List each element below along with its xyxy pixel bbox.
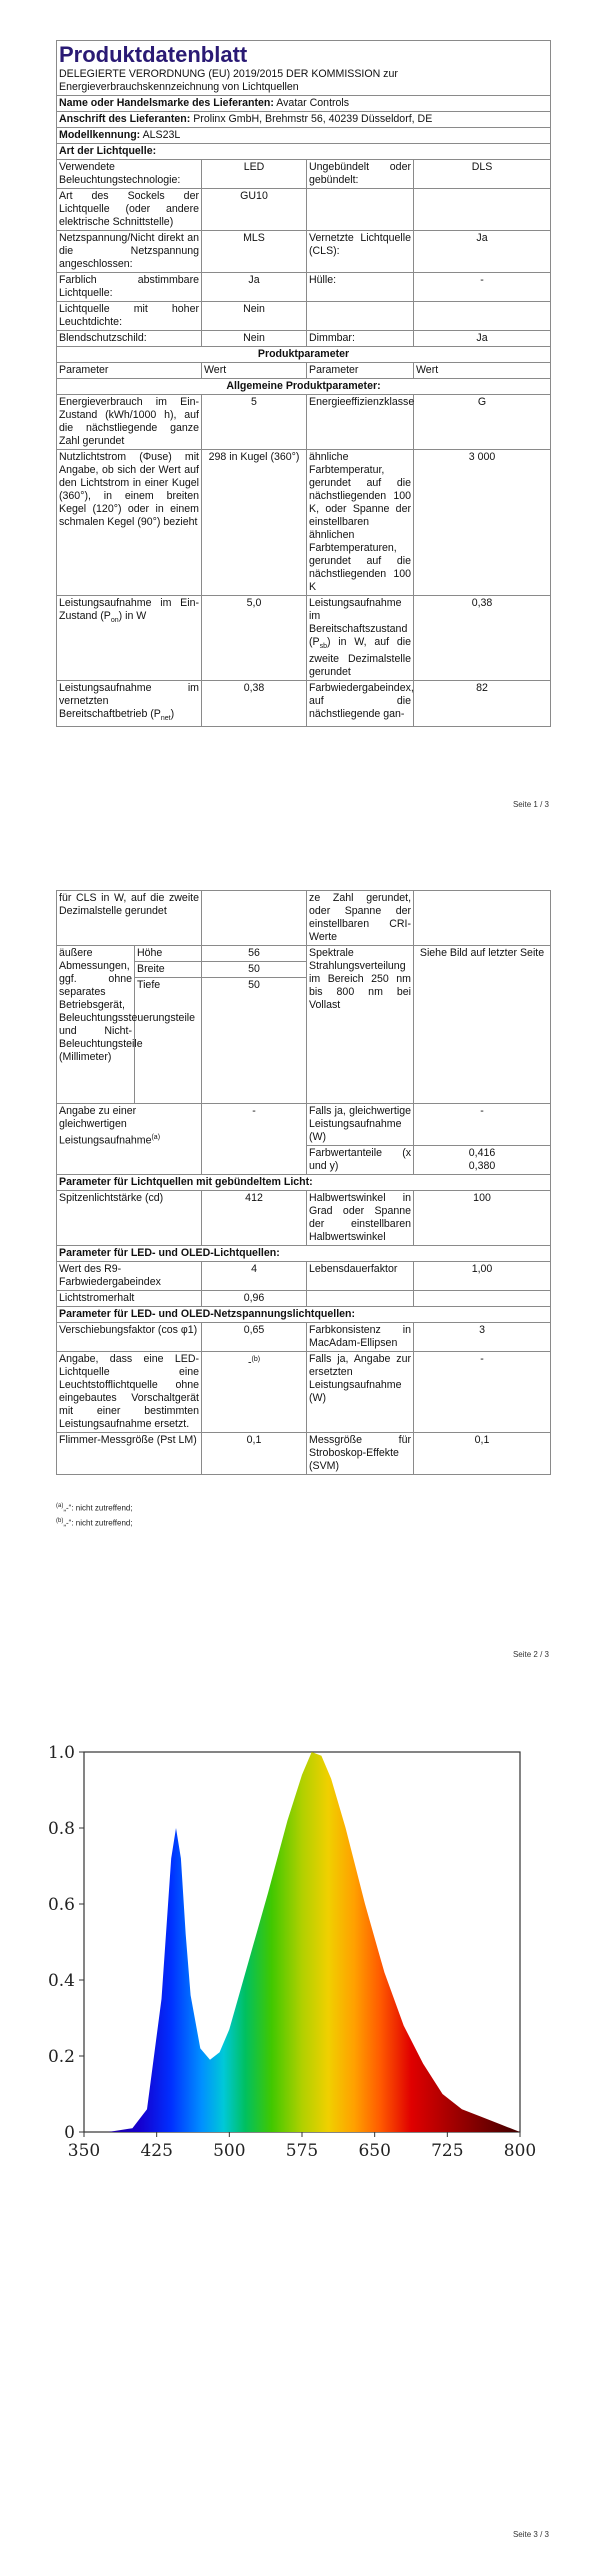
param-text: ) bbox=[170, 708, 175, 721]
y-tick-label: 0.6 bbox=[47, 1895, 75, 1915]
param-name: für CLS in W, auf die zweite Dezimalstelle gerundet bbox=[57, 891, 202, 946]
param-text: ) in W bbox=[118, 610, 147, 622]
param-value: 412 bbox=[202, 1191, 307, 1246]
param-value: Nein bbox=[202, 331, 307, 347]
param-text: - bbox=[247, 1356, 252, 1369]
param-name: Art des Sockels der Lichtquelle (oder andere elektrische Schnittstelle) bbox=[57, 189, 202, 231]
subscript: sb bbox=[319, 643, 327, 651]
x-tick-label: 800 bbox=[503, 2141, 537, 2161]
param-value: - bbox=[414, 1352, 551, 1433]
product-data-table-continued bbox=[56, 890, 551, 1475]
section-header: Produktparameter bbox=[57, 347, 551, 363]
table-row bbox=[57, 1262, 551, 1291]
supplier-label: Name oder Handelsmarke des Lieferanten: bbox=[59, 97, 274, 109]
param-value: Ja bbox=[202, 273, 307, 302]
column-header-row bbox=[57, 363, 551, 379]
param-value: 298 in Kugel (360°) bbox=[202, 450, 307, 596]
param-value: 3 000 bbox=[414, 450, 551, 596]
subscript: net bbox=[160, 715, 171, 723]
width-value: 50 bbox=[202, 962, 307, 978]
param-value: 0,38 bbox=[202, 681, 307, 727]
page-title: Produktdatenblatt bbox=[59, 42, 248, 67]
x-tick-label: 500 bbox=[213, 2141, 246, 2161]
page-number: Seite 1 / 3 bbox=[512, 800, 549, 809]
column-header: Wert bbox=[202, 363, 307, 379]
param-name: Angabe, dass eine LED-Lichtquelle eine Leuchtstofflichtquelle ohne eingebautes Vorschaltgerät mit einer bestimmten Leistungsaufnahme ersetzt. bbox=[57, 1352, 202, 1433]
param-text: Leistungsaufnahme im vernetzten Bereitschaftbetrieb (P bbox=[59, 682, 199, 721]
param-name: Wert des R9-Farbwiedergabeindex bbox=[57, 1262, 202, 1291]
param-value: 0,38 bbox=[414, 596, 551, 681]
regulation-text: DELEGIERTE VERORDNUNG (EU) 2019/2015 DER KOMMISSION zur Energieverbrauchskennzeichnung von Lichtquellen bbox=[59, 68, 398, 93]
footnote-ref: (a) bbox=[151, 1134, 161, 1141]
param-value: DLS bbox=[414, 160, 551, 189]
table-row bbox=[57, 1104, 551, 1146]
param-name bbox=[57, 596, 202, 681]
y-tick-label: 0.8 bbox=[47, 1819, 75, 1839]
param-value: - bbox=[202, 1104, 307, 1175]
model-row bbox=[57, 128, 551, 144]
param-name: Lebensdauerfaktor bbox=[307, 1262, 414, 1291]
table-row bbox=[57, 946, 551, 962]
param-value: 5,0 bbox=[202, 596, 307, 681]
param-value bbox=[414, 1146, 551, 1175]
param-value: Ja bbox=[414, 231, 551, 273]
param-value: 0,96 bbox=[202, 1291, 307, 1307]
param-value bbox=[202, 1352, 307, 1433]
footnote-text: „-“: nicht zutreffend; bbox=[63, 1518, 133, 1528]
chroma-y: 0,380 bbox=[468, 1160, 496, 1172]
table-row bbox=[57, 1323, 551, 1352]
param-value bbox=[414, 302, 551, 331]
address-label: Anschrift des Lieferanten: bbox=[59, 113, 191, 125]
table-row bbox=[57, 331, 551, 347]
param-value: G bbox=[414, 395, 551, 450]
model-label: Modellkennung: bbox=[59, 129, 141, 141]
param-value bbox=[414, 189, 551, 231]
param-name: Farbkonsistenz in MacAdam-Ellipsen bbox=[307, 1323, 414, 1352]
section-header: Art der Lichtquelle: bbox=[57, 144, 551, 160]
section-header: Allgemeine Produktparameter: bbox=[57, 379, 551, 395]
param-name bbox=[307, 596, 414, 681]
x-axis bbox=[68, 2132, 536, 2161]
param-value: Ja bbox=[414, 331, 551, 347]
column-header: Parameter bbox=[57, 363, 202, 379]
table-row bbox=[57, 681, 551, 727]
supplier-value: Avatar Controls bbox=[276, 97, 350, 109]
table-row bbox=[57, 1433, 551, 1475]
column-header: Parameter bbox=[307, 363, 414, 379]
param-value: - bbox=[414, 1104, 551, 1146]
supplier-row bbox=[57, 96, 551, 112]
param-name: Verschiebungsfaktor (cos φ1) bbox=[57, 1323, 202, 1352]
param-name: Ungebündelt oder gebündelt: bbox=[307, 160, 414, 189]
header-cell bbox=[57, 41, 551, 96]
param-name: Vernetzte Lichtquelle (CLS): bbox=[307, 231, 414, 273]
param-name bbox=[307, 189, 414, 231]
param-value: LED bbox=[202, 160, 307, 189]
param-name: Messgröße für Stroboskop-Effekte (SVM) bbox=[307, 1433, 414, 1475]
x-tick-label: 725 bbox=[431, 2141, 464, 2161]
table-row bbox=[57, 891, 551, 946]
param-name: Halbwertswinkel in Grad oder Spanne der einstellbaren Halbwertswinkel bbox=[307, 1191, 414, 1246]
chroma-x: 0,416 bbox=[468, 1147, 496, 1159]
product-data-table bbox=[56, 40, 551, 727]
table-row bbox=[57, 1352, 551, 1433]
width-label: Breite bbox=[135, 962, 202, 978]
param-name: Verwendete Beleuchtungstechnologie: bbox=[57, 160, 202, 189]
page-1 bbox=[0, 0, 603, 820]
table-row bbox=[57, 1191, 551, 1246]
param-value bbox=[414, 891, 551, 946]
spectrum-area bbox=[84, 1752, 520, 2132]
footnote-mark: (a) bbox=[56, 1503, 64, 1509]
param-text: Leistungsaufnahme im Ein-Zustand (P bbox=[59, 597, 199, 622]
section-header: Parameter für LED- und OLED-Netzspannungslichtquellen: bbox=[57, 1307, 551, 1323]
param-value bbox=[414, 1291, 551, 1307]
param-value: GU10 bbox=[202, 189, 307, 231]
y-tick-label: 0.2 bbox=[47, 2047, 75, 2067]
x-tick-label: 350 bbox=[67, 2141, 101, 2161]
y-tick-label: 0 bbox=[64, 2123, 75, 2143]
table-row bbox=[57, 302, 551, 331]
param-name: Hülle: bbox=[307, 273, 414, 302]
param-name bbox=[57, 681, 202, 727]
footnote-mark: (b) bbox=[56, 1518, 64, 1524]
param-name: Falls ja, gleichwertige Leistungsaufnahme (W) bbox=[307, 1104, 414, 1146]
table-row bbox=[57, 231, 551, 273]
table-row bbox=[57, 450, 551, 596]
param-value: 4 bbox=[202, 1262, 307, 1291]
spectral-distribution-label: Spektrale Strahlungsverteilung im Bereich 250 nm bis 800 nm bei Vollast bbox=[307, 946, 414, 1104]
param-text: ) in W, auf die zweite Dezimalstelle gerundet bbox=[309, 636, 411, 679]
address-value: Prolinx GmbH, Brehmstr 56, 40239 Düsseldorf, DE bbox=[193, 113, 433, 125]
y-axis bbox=[48, 1743, 84, 2143]
dimensions-label: äußere Abmessungen, ggf. ohne separates Betriebsgerät, Beleuchtungssteuerungsteile und Nicht-Beleuchtungsteile (Millimeter) bbox=[57, 946, 135, 1104]
param-value: 5 bbox=[202, 395, 307, 450]
depth-value: 50 bbox=[202, 978, 307, 1104]
param-name: Lichtstromerhalt bbox=[57, 1291, 202, 1307]
param-name: Blendschutzschild: bbox=[57, 331, 202, 347]
footnote-ref: (b) bbox=[251, 1356, 261, 1363]
table-row bbox=[57, 395, 551, 450]
spectral-distribution-chart bbox=[40, 1740, 540, 2180]
footnote-a bbox=[56, 1503, 133, 1513]
param-text: Angabe zu einer gleichwertigen Leistungsaufnahme bbox=[59, 1105, 152, 1147]
x-tick-label: 575 bbox=[285, 2141, 319, 2161]
param-value: 100 bbox=[414, 1191, 551, 1246]
param-name bbox=[307, 302, 414, 331]
spectral-distribution-value: Siehe Bild auf letzter Seite bbox=[414, 946, 551, 1104]
column-header: Wert bbox=[414, 363, 551, 379]
param-value: Nein bbox=[202, 302, 307, 331]
param-name: Farblich abstimmbare Lichtquelle: bbox=[57, 273, 202, 302]
param-value: 0,1 bbox=[414, 1433, 551, 1475]
param-name: Lichtquelle mit hoher Leuchtdichte: bbox=[57, 302, 202, 331]
table-row bbox=[57, 596, 551, 681]
height-value: 56 bbox=[202, 946, 307, 962]
param-name: Nutzlichtstrom (Φuse) mit Angabe, ob sich der Wert auf den Lichtstrom in einer Kugel (360°), in einem breiten Kegel (120°) oder in einem schmalen Kegel (90°) bezieht bbox=[57, 450, 202, 596]
table-row bbox=[57, 1291, 551, 1307]
param-value: 0,65 bbox=[202, 1323, 307, 1352]
param-value: MLS bbox=[202, 231, 307, 273]
param-name: Flimmer-Messgröße (Pst LM) bbox=[57, 1433, 202, 1475]
depth-label: Tiefe bbox=[135, 978, 202, 1104]
height-label: Höhe bbox=[135, 946, 202, 962]
param-name: Farbwiedergabeindex, auf die nächstliegende gan- bbox=[307, 681, 414, 727]
param-name: Dimmbar: bbox=[307, 331, 414, 347]
param-name: ähnliche Farbtemperatur, gerundet auf die nächstliegenden 100 K, oder Spanne der einstellbaren ähnlichen Farbtemperaturen, gerundet auf die nächstliegenden 100 K bbox=[307, 450, 414, 596]
param-name: Falls ja, Angabe zur ersetzten Leistungsaufnahme (W) bbox=[307, 1352, 414, 1433]
param-name bbox=[57, 1104, 202, 1175]
param-value bbox=[202, 891, 307, 946]
section-header: Parameter für LED- und OLED-Lichtquellen: bbox=[57, 1246, 551, 1262]
param-value: 82 bbox=[414, 681, 551, 727]
param-value: 3 bbox=[414, 1323, 551, 1352]
param-name: Energieeffizienzklasse bbox=[307, 395, 414, 450]
page-number: Seite 2 / 3 bbox=[512, 1650, 549, 1659]
x-tick-label: 650 bbox=[358, 2141, 391, 2161]
y-tick-label: 1.0 bbox=[47, 1743, 75, 1763]
param-name: ze Zahl gerundet, oder Spanne der einstellbaren CRI-Werte bbox=[307, 891, 414, 946]
footnote-b bbox=[56, 1518, 133, 1528]
y-tick-label: 0.4 bbox=[47, 1971, 75, 1991]
param-name: Netzspannung/Nicht direkt an die Netzspannung angeschlossen: bbox=[57, 231, 202, 273]
param-value: - bbox=[414, 273, 551, 302]
param-value: 0,1 bbox=[202, 1433, 307, 1475]
page-number: Seite 3 / 3 bbox=[512, 2530, 549, 2539]
param-name: Energieverbrauch im Ein-Zustand (kWh/1000 h), auf die nächstliegende ganze Zahl gerundet bbox=[57, 395, 202, 450]
address-row bbox=[57, 112, 551, 128]
param-name bbox=[307, 1291, 414, 1307]
footnote-text: „-“: nicht zutreffend; bbox=[63, 1503, 133, 1513]
table-row bbox=[57, 189, 551, 231]
subscript: on bbox=[110, 617, 119, 625]
table-row bbox=[57, 160, 551, 189]
param-value: 1,00 bbox=[414, 1262, 551, 1291]
x-tick-label: 425 bbox=[140, 2141, 173, 2161]
page-3 bbox=[0, 1660, 603, 2560]
param-text: Leistungsaufnahme im Bereitschaftszustand (P bbox=[309, 597, 408, 648]
model-value: ALS23L bbox=[142, 129, 181, 141]
section-header: Parameter für Lichtquellen mit gebündeltem Licht: bbox=[57, 1175, 551, 1191]
table-row bbox=[57, 273, 551, 302]
page-2 bbox=[0, 820, 603, 1660]
param-name: Spitzenlichtstärke (cd) bbox=[57, 1191, 202, 1246]
param-name: Farbwertanteile (x und y) bbox=[307, 1146, 414, 1175]
